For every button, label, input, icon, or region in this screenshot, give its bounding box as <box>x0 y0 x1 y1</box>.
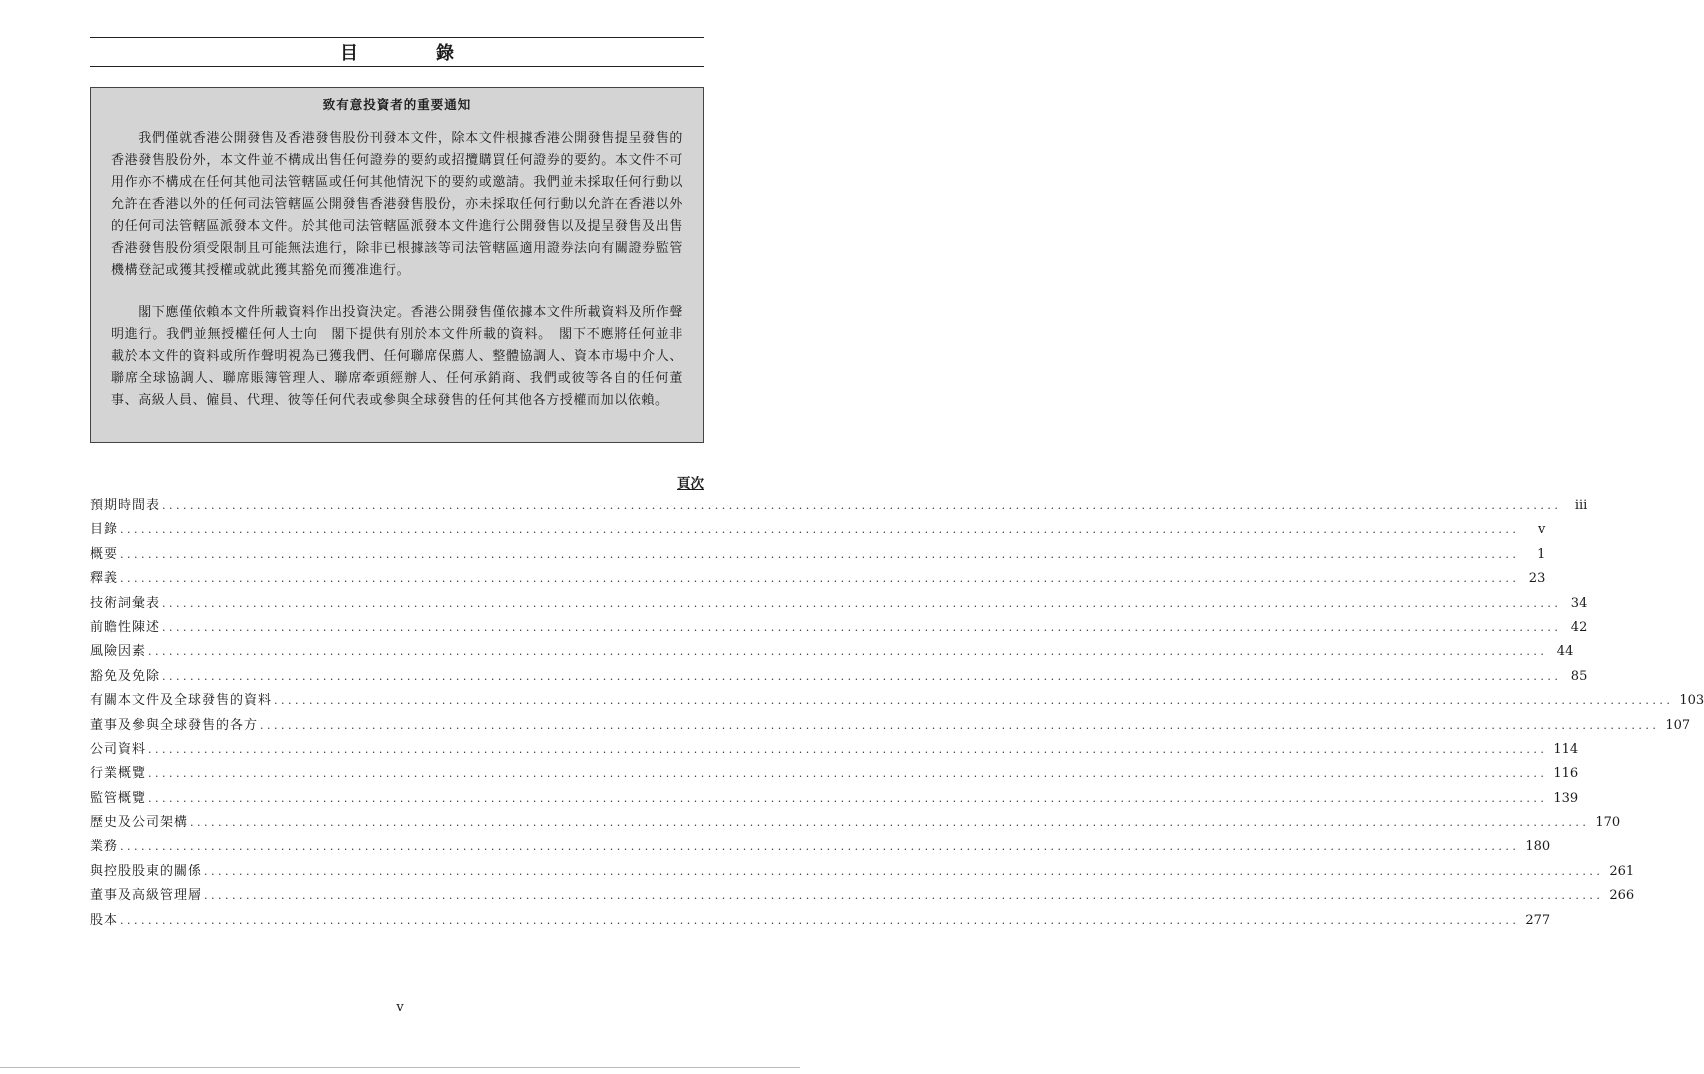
toc-entry[interactable] <box>90 689 1704 713</box>
toc-entry-page: 180 <box>1525 839 1551 855</box>
dot-leader: ........................................................................................................................................................................................................ <box>190 816 1590 830</box>
toc-entry[interactable] <box>90 543 1546 567</box>
dot-leader: ........................................................................................................................................................................................................ <box>148 767 1548 781</box>
toc-entry-label: 風險因素 <box>90 644 147 660</box>
toc-entry-page: 23 <box>1528 571 1546 587</box>
dot-leader: ........................................................................................................................................................................................................ <box>120 572 1520 586</box>
toc-entry[interactable] <box>90 811 1621 835</box>
toc-entry[interactable] <box>90 567 1546 591</box>
toc-entry-page: 139 <box>1553 790 1579 806</box>
toc-entry[interactable] <box>90 640 1574 664</box>
toc-entry-label: 與控股股東的關係 <box>90 863 203 879</box>
toc-entry[interactable] <box>90 884 1635 908</box>
toc-entry-page: 1 <box>1537 546 1546 562</box>
toc-entry-label: 董事及高級管理層 <box>90 888 203 904</box>
dot-leader: ........................................................................................................................................................................................................ <box>120 547 1520 561</box>
toc-entry[interactable] <box>90 835 1551 859</box>
toc-entry-label: 概要 <box>90 546 119 562</box>
notice-paragraph-2: 閣下應僅依賴本文件所載資料作出投資決定。香港公開發售僅依據本文件所載資料及所作聲明進行。我們並無授權任何人士向 閣下提供有別於本文件所載的資料。 閣下不應將任何並非載於本文件的資料或所作聲明視為已獲我們、任何聯席保薦人、整體協調人、資本市場中介人、聯席全球協調人、聯席賬簿管理人、聯席牽頭經辦人、任何承銷商、我們或彼等各自的任何董事、高級人員、僱員、代理、彼等任何代表或參與全球發售的任何其他各方授權而加以依賴。 <box>111 305 683 408</box>
toc-entry[interactable] <box>90 665 1588 689</box>
toc-entry[interactable] <box>90 592 1588 616</box>
dot-leader: ........................................................................................................................................................................................................ <box>120 523 1520 537</box>
toc-entry-label: 技術詞彙表 <box>90 595 161 611</box>
toc-entry-label: 有關本文件及全球發售的資料 <box>90 693 273 709</box>
toc-entry-label: 業務 <box>90 839 119 855</box>
toc-entry[interactable] <box>90 714 1691 738</box>
dot-leader: ........................................................................................................................................................................................................ <box>274 694 1674 708</box>
toc-entry-page: 277 <box>1525 912 1551 928</box>
toc-entry-page: 266 <box>1609 888 1635 904</box>
toc-entry-label: 目錄 <box>90 522 119 538</box>
toc-entry-label: 釋義 <box>90 571 119 587</box>
toc-entry[interactable] <box>90 738 1579 762</box>
toc-entry[interactable] <box>90 860 1635 884</box>
toc-entry-page: 261 <box>1609 863 1635 879</box>
important-notice-box <box>90 87 704 443</box>
dot-leader: ........................................................................................................................................................................................................ <box>148 645 1548 659</box>
toc-entry-page: 44 <box>1556 644 1574 660</box>
footer-page-number: v <box>396 1000 404 1015</box>
title-bar <box>90 37 704 67</box>
toc-entry-page: 103 <box>1679 693 1704 709</box>
toc-entry[interactable] <box>90 616 1588 640</box>
table-of-contents <box>90 494 1704 933</box>
bottom-divider <box>0 1067 800 1068</box>
toc-entry-page: 85 <box>1570 668 1588 684</box>
toc-entry-label: 監管概覽 <box>90 790 147 806</box>
dot-leader: ........................................................................................................................................................................................................ <box>204 889 1604 903</box>
toc-entry-label: 董事及參與全球發售的各方 <box>90 717 259 733</box>
page-column-header: 頁次 <box>677 476 704 492</box>
dot-leader: ........................................................................................................................................................................................................ <box>120 913 1520 927</box>
dot-leader: ........................................................................................................................................................................................................ <box>162 596 1562 610</box>
toc-entry-page: iii <box>1574 498 1588 513</box>
notice-paragraph-1: 我們僅就香港公開發售及香港發售股份刊發本文件，除本文件根據香港公開發售提呈發售的香港發售股份外，本文件並不構成出售任何證券的要約或招攬購買任何證券的要約。本文件不可用作亦不構成在任何其他司法管轄區或任何其他情況下的要約或邀請。我們並未採取任何行動以允許在香港以外的任何司法管轄區公開發售香港發售股份，亦未採取任何行動以允許在香港以外的任何司法管轄區派發本文件。於其他司法管轄區派發本文件進行公開發售以及提呈發售及出售香港發售股份須受限制且可能無法進行，除非已根據該等司法管轄區適用證券法向有關證券監管機構登記或獲其授權或就此獲其豁免而獲准進行。 <box>111 131 683 278</box>
dot-leader: ........................................................................................................................................................................................................ <box>204 864 1604 878</box>
toc-entry-label: 豁免及免除 <box>90 668 161 684</box>
toc-entry-label: 行業概覽 <box>90 766 147 782</box>
toc-entry-page: 42 <box>1570 619 1588 635</box>
dot-leader: ........................................................................................................................................................................................................ <box>120 840 1520 854</box>
dot-leader: ........................................................................................................................................................................................................ <box>162 620 1562 634</box>
toc-entry-page: 114 <box>1553 741 1579 757</box>
toc-entry-label: 公司資料 <box>90 741 147 757</box>
toc-entry-label: 預期時間表 <box>90 498 161 513</box>
toc-entry-page: 170 <box>1595 815 1621 831</box>
dot-leader: ........................................................................................................................................................................................................ <box>148 742 1548 756</box>
toc-entry-page: 116 <box>1553 766 1579 782</box>
notice-heading: 致有意投資者的重要通知 <box>322 97 472 112</box>
toc-entry[interactable] <box>90 909 1551 933</box>
dot-leader: ........................................................................................................................................................................................................ <box>148 791 1548 805</box>
toc-entry-page: 107 <box>1665 717 1691 733</box>
toc-entry[interactable] <box>90 518 1546 542</box>
toc-entry[interactable] <box>90 494 1588 518</box>
toc-entry-page: 34 <box>1570 595 1588 611</box>
dot-leader: ........................................................................................................................................................................................................ <box>162 499 1562 512</box>
dot-leader: ........................................................................................................................................................................................................ <box>260 718 1660 732</box>
toc-entry-label: 前瞻性陳述 <box>90 619 161 635</box>
toc-entry-label: 歷史及公司架構 <box>90 815 189 831</box>
toc-entry-page: v <box>1537 522 1546 538</box>
toc-entry[interactable] <box>90 787 1579 811</box>
toc-entry-label: 股本 <box>90 912 119 928</box>
page-title: 目 錄 <box>340 43 484 64</box>
dot-leader: ........................................................................................................................................................................................................ <box>162 669 1562 683</box>
toc-entry[interactable] <box>90 762 1579 786</box>
